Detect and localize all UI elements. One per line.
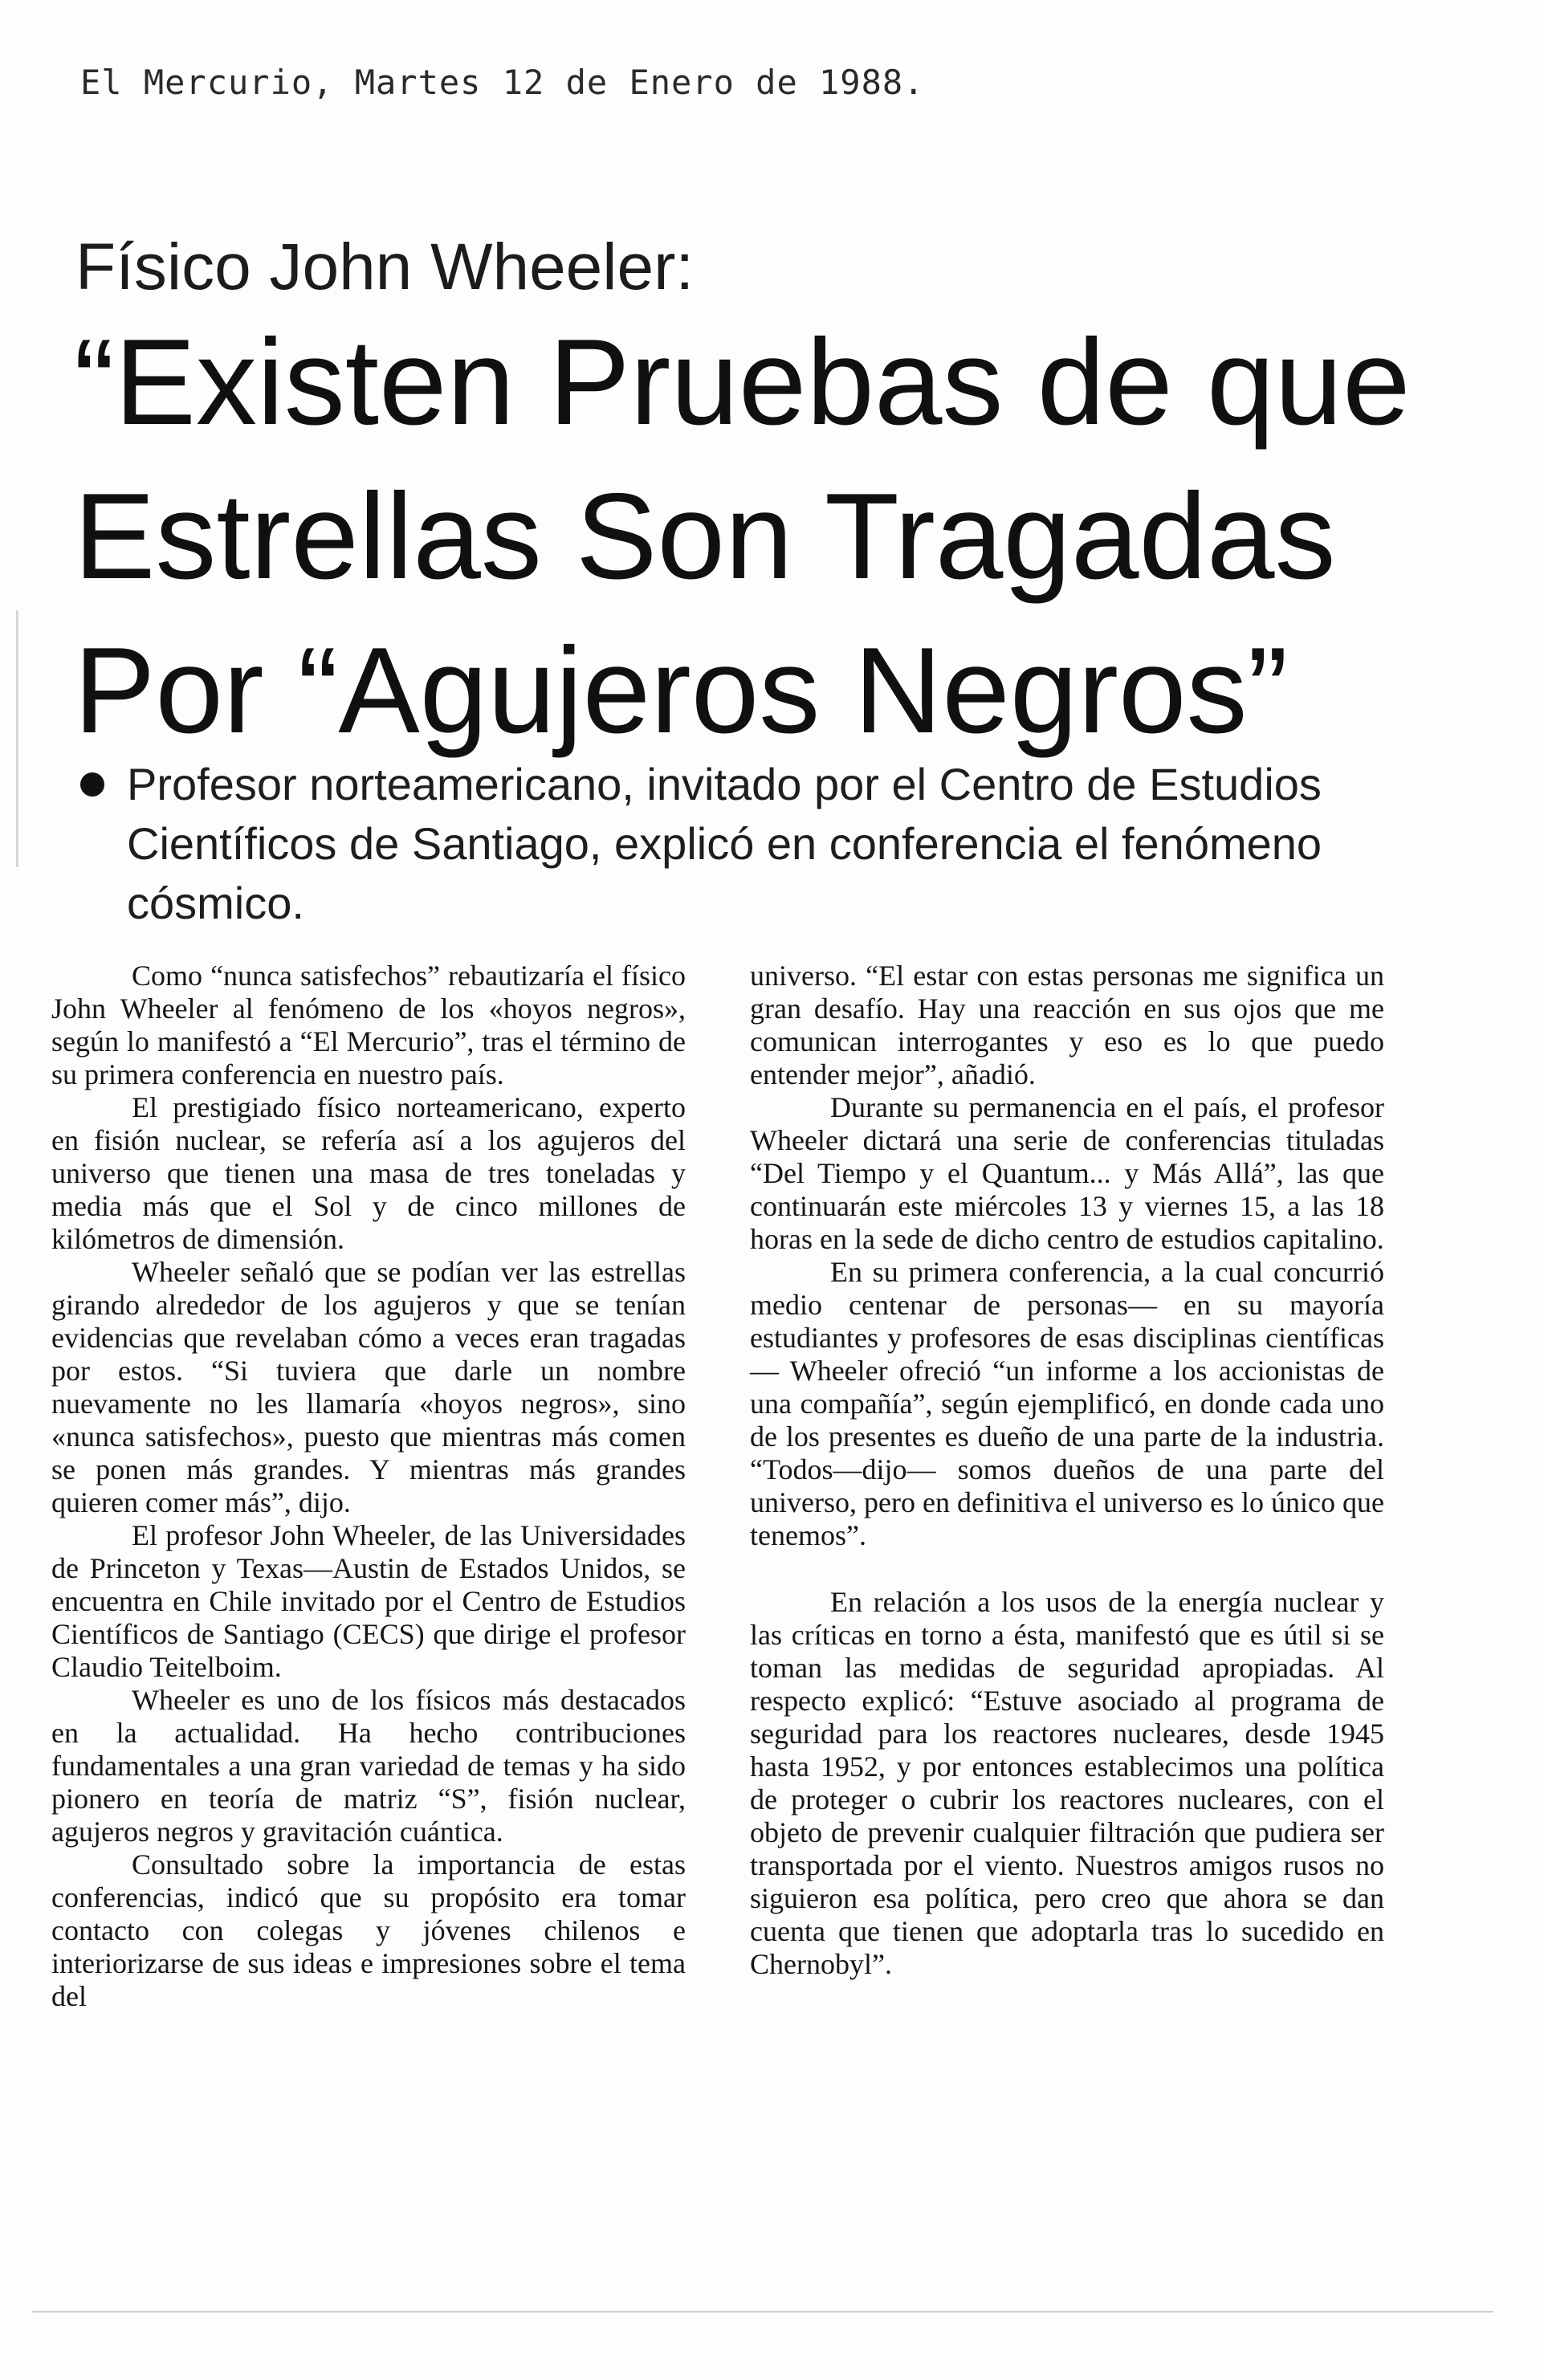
paragraph: El prestigiado físico norteamericano, experto en fisión nuclear, se refería así a los agujeros del universo que tienen una masa de tres toneladas y media más que el Sol y de cinco millones de kilómetros de dimensión. [51, 1091, 686, 1255]
kicker: Físico John Wheeler: [75, 230, 695, 304]
paragraph: Durante su permanencia en el país, el profesor Wheeler dictará una serie de conferencias tituladas “Del Tiempo y el Quantum... y Más Allá”, las que continuarán este miércoles 13 y viernes 15, a las 18 horas en la sede de dicho centro de estudios capitalino. [750, 1091, 1384, 1255]
bullet-icon [80, 772, 104, 797]
paragraph: Wheeler es uno de los físicos más destacados en la actualidad. Ha hecho contribuciones fundamentales a una gran variedad de temas y ha sido pionero en teoría de matriz “S”, fisión nuclear, agujeros negros y gravitación cuántica. [51, 1684, 686, 1848]
right-column [750, 960, 1384, 1981]
paragraph: universo. “El estar con estas personas me significa un gran desafío. Hay una reacción en sus ojos que me comunican interrogantes y eso es lo que puedo entender mejor”, añadió. [750, 960, 1384, 1090]
paragraph: El profesor John Wheeler, de las Universidades de Princeton y Texas—Austin de Estados Unidos, se encuentra en Chile invitado por el Centro de Estudios Científicos de Santiago (CECS) que dirige el profesor Claudio Teitelboim. [51, 1519, 686, 1683]
paragraph: Como “nunca satisfechos” rebautizaría el físico John Wheeler al fenómeno de los «hoyos negros», según lo manifestó a “El Mercurio”, tras el término de su primera conferencia en nuestro país. [51, 960, 686, 1090]
deck [80, 755, 1397, 933]
bottom-rule [32, 2311, 1493, 2313]
headline: “Existen Pruebas de que Estrellas Son Tragadas Por “Agujeros Negros” [74, 314, 1411, 759]
scan-edge-mark [16, 610, 18, 867]
deck-text: Profesor norteamericano, invitado por el Centro de Estudios Científicos de Santiago, explicó en conferencia el fenómeno cósmico. [127, 759, 1322, 928]
dateline: El Mercurio, Martes 12 de Enero de 1988. [80, 63, 925, 102]
left-column [51, 960, 686, 2013]
paragraph: Consultado sobre la importancia de estas conferencias, indicó que su propósito era tomar contacto con colegas y jóvenes chilenos e interiorizarse de sus ideas e impresiones sobre el tema del [51, 1848, 686, 2012]
paragraph: En relación a los usos de la energía nuclear y las críticas en torno a ésta, manifestó que es útil si se toman las medidas de seguridad apropiadas. Al respecto explicó: “Estuve asociado al programa de seguridad para los reactores nucleares, desde 1945 hasta 1952, y por entonces establecimos una política de proteger o cubrir los reactores nucleares, con el objeto de prevenir cualquier filtración que pudiera ser transportada por el viento. Nuestros amigos rusos no siguieron esa política, pero creo que ahora se dan cuenta que tienen que adoptarla tras lo sucedido en Chernobyl”. [750, 1586, 1384, 1980]
paragraph: En su primera conferencia, a la cual concurrió medio centenar de personas— en su mayoría estudiantes y profesores de esas disciplinas científicas— Wheeler ofreció “un informe a los accionistas de una compañía”, según ejemplificó, en donde cada uno de los presentes es dueño de una parte de la industria. “Todos—dijo— somos dueños de una parte del universo, pero en definitiva el universo es lo único que tenemos”. [750, 1256, 1384, 1551]
paragraph: Wheeler señaló que se podían ver las estrellas girando alrededor de los agujeros y que se tenían evidencias que revelaban cómo a veces eran tragadas por estos. “Si tuviera que darle un nombre nuevamente no les llamaría «hoyos negros», sino «nunca satisfechos», puesto que mientras más comen se ponen más grandes. Y mientras más grandes quieren comer más”, dijo. [51, 1256, 686, 1518]
